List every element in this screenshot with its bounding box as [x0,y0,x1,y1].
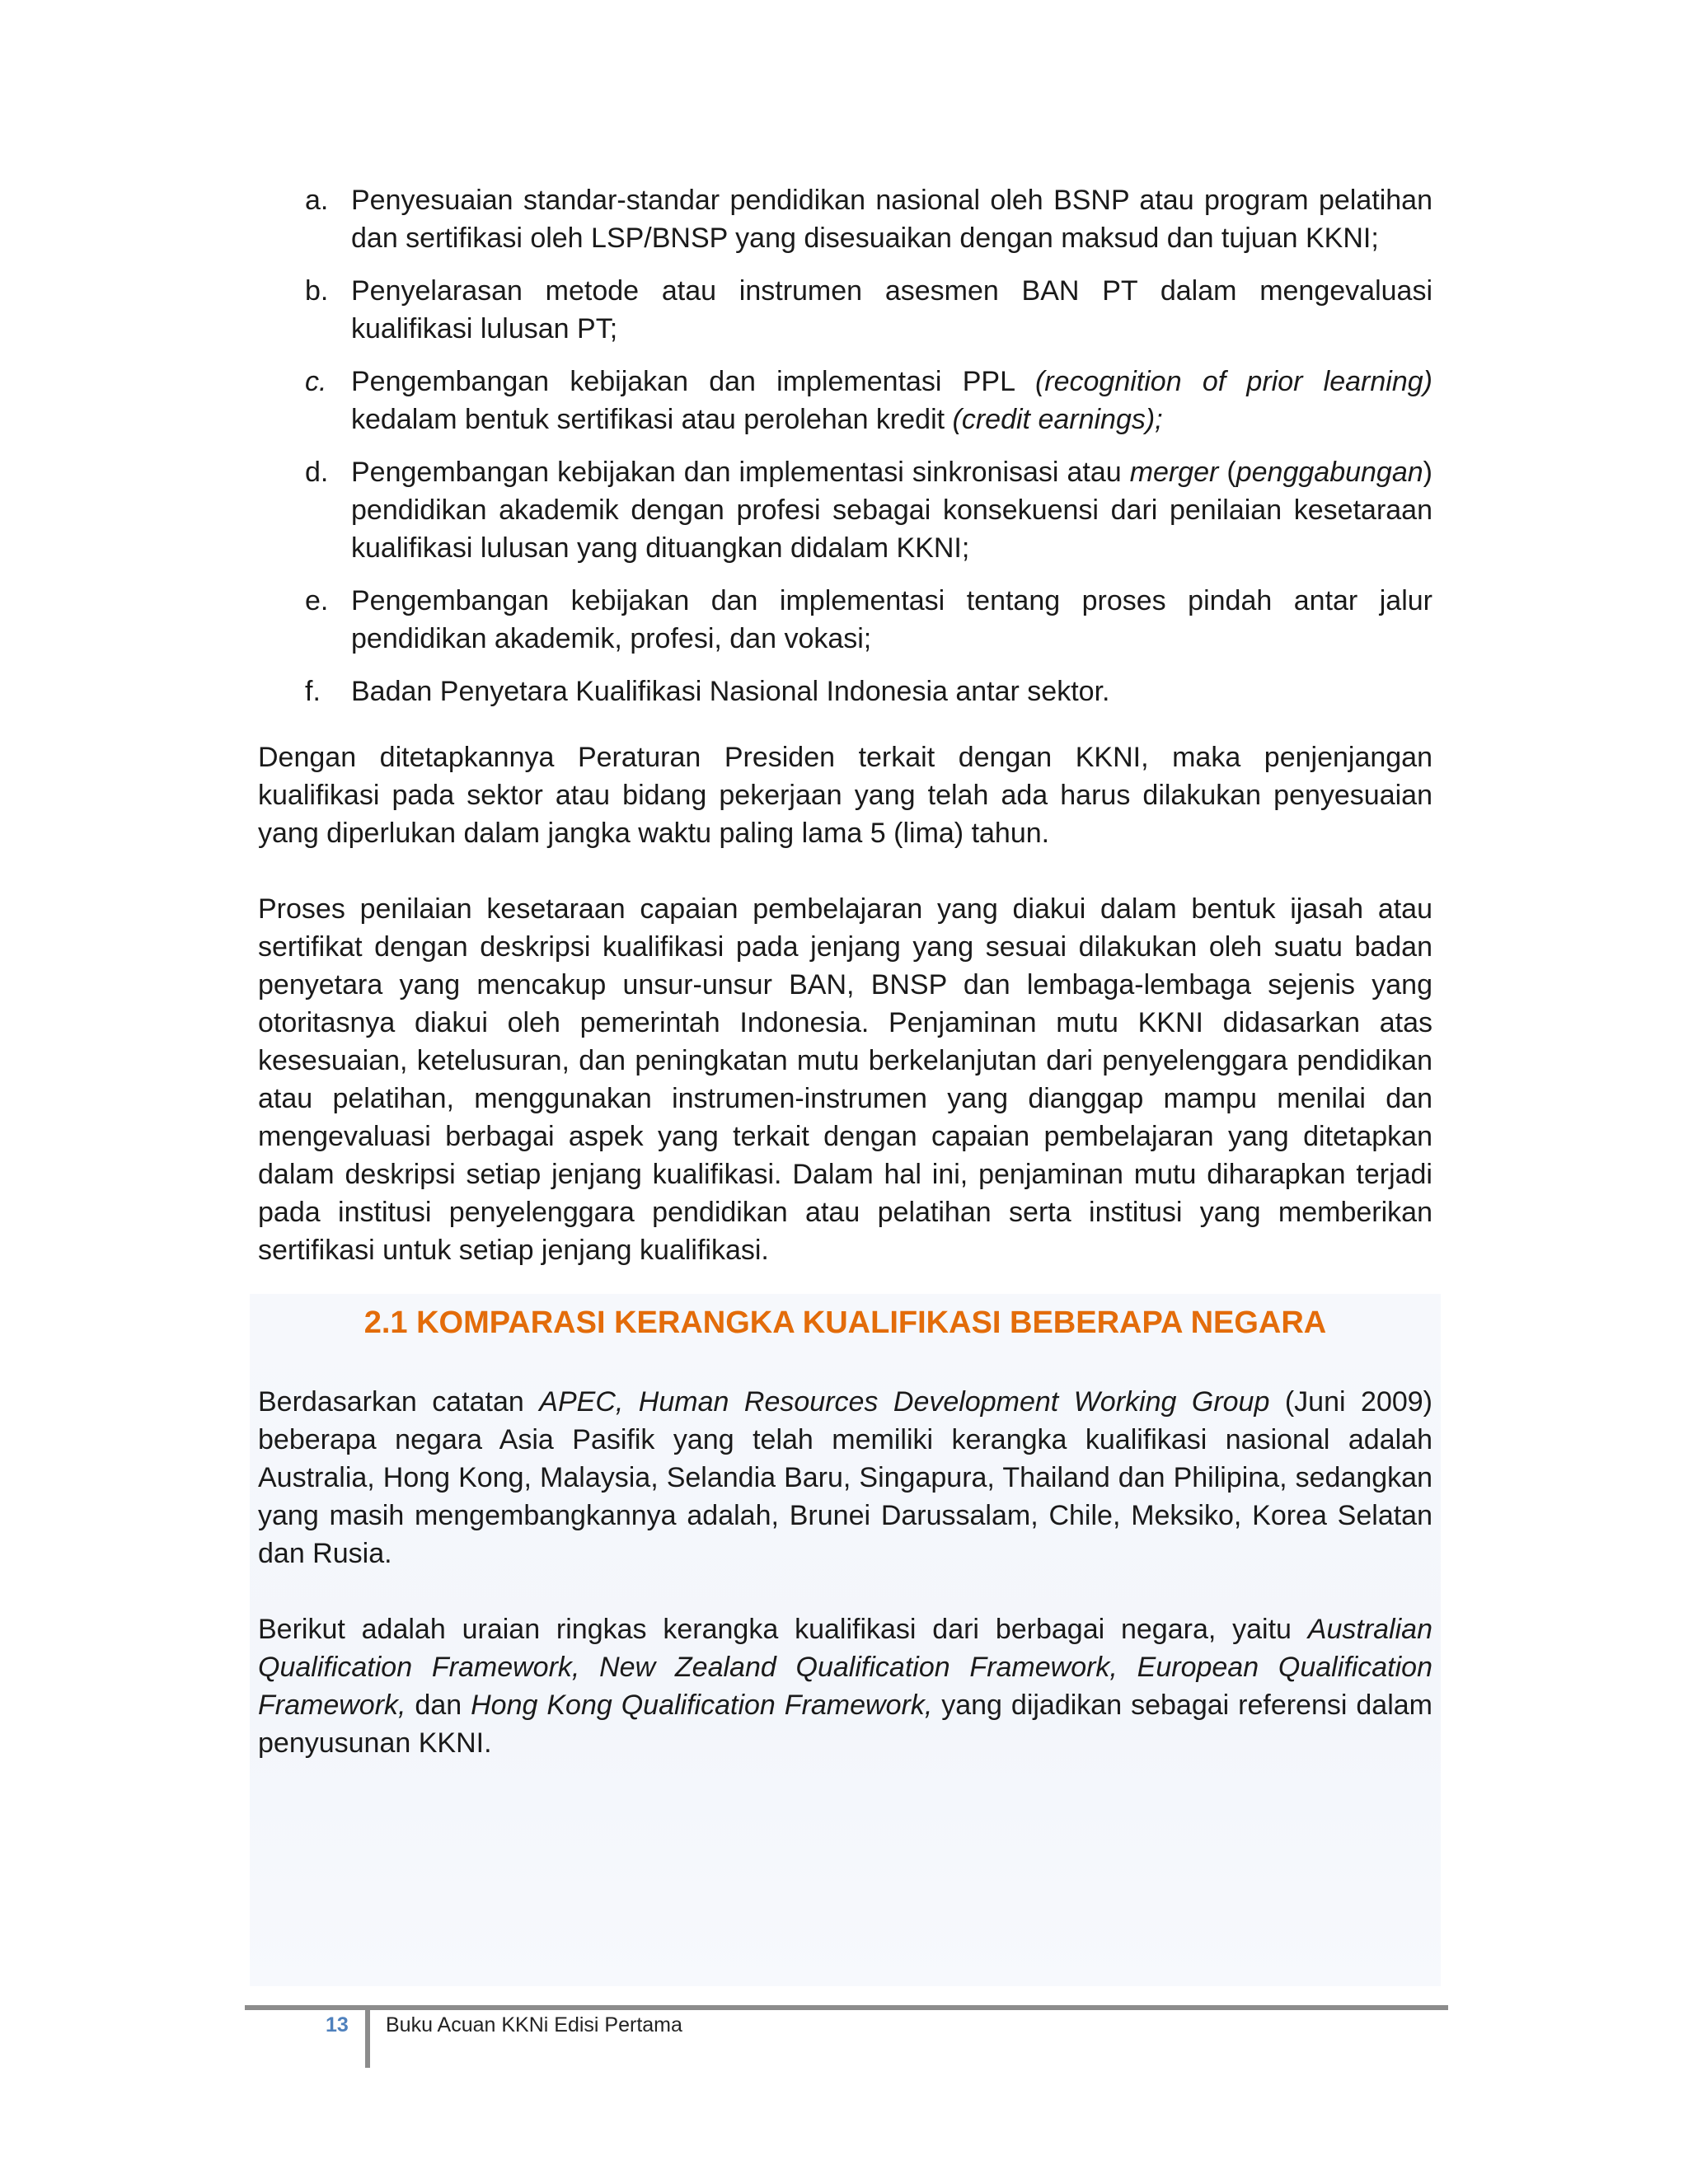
page-number: 13 [326,2013,349,2036]
list-item [258,363,1432,438]
list-item-text: Penyesuaian standar-standar pendidikan nasional oleh BSNP atau program pelatihan dan sertifikasi oleh LSP/BNSP yang disesuaikan dengan maksud dan tujuan KKNI; [351,185,1432,254]
list-item-text: Pengembangan kebijakan dan implementasi tentang proses pindah antar jalur pendidikan akademik, profesi, dan vokasi; [351,585,1432,654]
numbered-list [258,181,1432,710]
section-heading: 2.1 KOMPARASI KERANGKA KUALIFIKASI BEBERAPA NEGARA [363,1305,1327,1340]
list-item [258,673,1432,710]
page-content [258,181,1432,1762]
list-marker: e. [305,585,329,616]
list-item-text: Pengembangan kebijakan dan implementasi PPL (recognition of prior learning) kedalam bentuk sertifikasi atau perolehan kredit (credit earnings); [351,366,1432,435]
list-item [258,181,1432,257]
list-item [258,453,1432,567]
paragraph-regulation: Dengan ditetapkannya Peraturan Presiden terkait dengan KKNI, maka penjenjangan kualifikasi pada sektor atau bidang pekerjaan yang telah ada harus dilakukan penyesuaian yang diperlukan dalam jangka waktu paling lama 5 (lima) tahun. [258,742,1432,849]
list-item-text: Penyelarasan metode atau instrumen asesmen BAN PT dalam mengevaluasi kualifikasi lulusan PT; [351,275,1432,344]
paragraph-quality-assurance: Proses penilaian kesetaraan capaian pembelajaran yang diakui dalam bentuk ijasah atau sertifikat dengan deskripsi kualifikasi pada jenjang yang sesuai dilakukan oleh suatu badan penyetara yang mencakup unsur-unsur BAN, BNSP dan lembaga-lembaga sejenis yang otoritasnya diakui oleh pemerintah Indonesia. Penjaminan mutu KKNI didasarkan atas kesesuaian, ketelusuran, dan peningkatan mutu berkelanjutan dari penyelenggara pendidikan atau pelatihan, menggunakan instrumen-instrumen yang dianggap mampu menilai dan mengevaluasi berbagai aspek yang terkait dengan capaian pembelajaran yang ditetapkan dalam deskripsi setiap jenjang kualifikasi. Dalam hal ini, penjaminan mutu diharapkan terjadi pada institusi penyelenggara pendidikan atau pelatihan serta institusi yang memberikan sertifikasi untuk setiap jenjang kualifikasi. [258,893,1432,1266]
list-marker: c. [305,366,327,397]
list-item [258,582,1432,658]
list-marker: f. [305,676,321,707]
paragraph-frameworks: Berikut adalah uraian ringkas kerangka kualifikasi dari berbagai negara, yaitu Australian Qualification Framework, New Zealand Qualification Framework, European Qualification Framework, dan Hong Kong Qualification Framework, yang dijadikan sebagai referensi dalam penyusunan KKNI. [258,1614,1432,1759]
list-item-text: Pengembangan kebijakan dan implementasi sinkronisasi atau merger (penggabungan) pendidikan akademik dengan profesi sebagai konsekuensi dari penilaian kesetaraan kualifikasi lulusan yang dituangkan didalam KKNI; [351,457,1432,564]
paragraph-apec: Berdasarkan catatan APEC, Human Resources Development Working Group (Juni 2009) beberapa negara Asia Pasifik yang telah memiliki kerangka kualifikasi nasional adalah Australia, Hong Kong, Malaysia, Selandia Baru, Singapura, Thailand dan Philipina, sedangkan yang masih mengembangkannya adalah, Brunei Darussalam, Chile, Meksiko, Korea Selatan dan Rusia. [258,1386,1432,1569]
footer-book-title: Buku Acuan KKNi Edisi Pertama [386,2013,682,2036]
list-marker: d. [305,457,329,488]
list-item-text: Badan Penyetara Kualifikasi Nasional Indonesia antar sektor. [351,676,1110,707]
list-marker: b. [305,275,329,307]
footer-rule [245,2005,1448,2010]
footer-divider [365,2005,370,2068]
list-marker: a. [305,185,329,216]
list-item [258,272,1432,348]
